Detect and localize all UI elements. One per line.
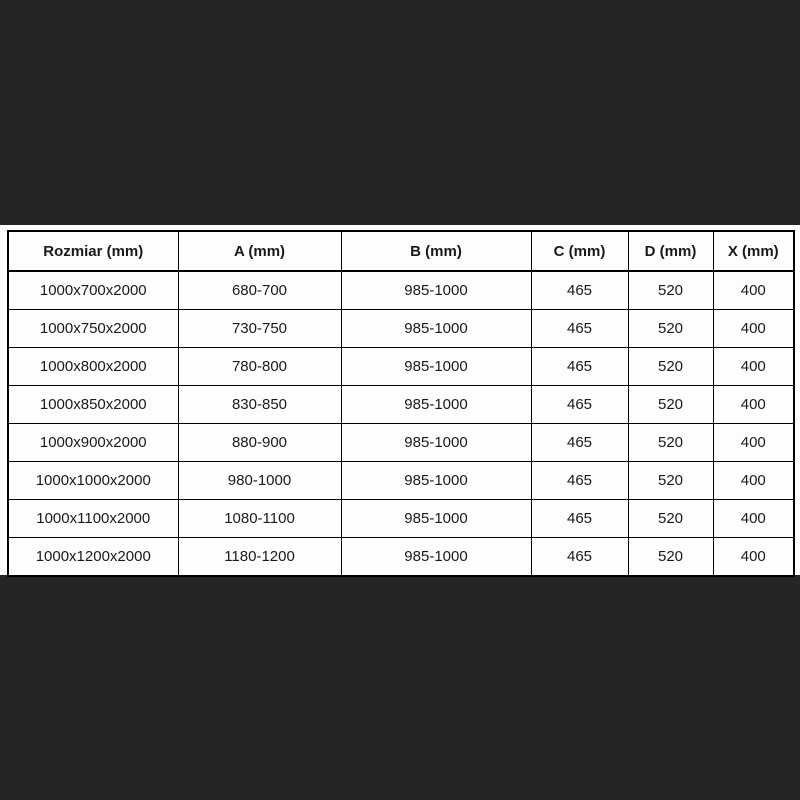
table-cell: 985-1000	[341, 538, 531, 577]
table-cell: 1080-1100	[178, 500, 341, 538]
table-row	[8, 271, 794, 310]
column-header: B (mm)	[341, 231, 531, 271]
table-cell: 520	[628, 271, 713, 310]
table-cell: 400	[713, 500, 794, 538]
table-cell: 400	[713, 424, 794, 462]
header-row	[8, 231, 794, 271]
table-cell: 1000x1100x2000	[8, 500, 178, 538]
table-body	[8, 271, 794, 576]
table-cell: 1000x800x2000	[8, 348, 178, 386]
table-cell: 880-900	[178, 424, 341, 462]
table-cell: 465	[531, 271, 628, 310]
column-header: C (mm)	[531, 231, 628, 271]
table-cell: 465	[531, 348, 628, 386]
table-cell: 730-750	[178, 310, 341, 348]
table-cell: 465	[531, 424, 628, 462]
table-cell: 1000x1200x2000	[8, 538, 178, 577]
table-row	[8, 500, 794, 538]
table-cell: 520	[628, 310, 713, 348]
table-cell: 830-850	[178, 386, 341, 424]
table-cell: 520	[628, 538, 713, 577]
table-cell: 465	[531, 538, 628, 577]
table-row	[8, 348, 794, 386]
table-cell: 520	[628, 500, 713, 538]
table-header	[8, 231, 794, 271]
column-header: D (mm)	[628, 231, 713, 271]
table-row	[8, 386, 794, 424]
table-cell: 520	[628, 424, 713, 462]
table-cell: 1000x1000x2000	[8, 462, 178, 500]
table-cell: 400	[713, 386, 794, 424]
table-cell: 400	[713, 538, 794, 577]
table-cell: 985-1000	[341, 500, 531, 538]
table-cell: 465	[531, 500, 628, 538]
table-cell: 1000x700x2000	[8, 271, 178, 310]
column-header: Rozmiar (mm)	[8, 231, 178, 271]
table-cell: 1180-1200	[178, 538, 341, 577]
table-cell: 1000x900x2000	[8, 424, 178, 462]
table-cell: 520	[628, 348, 713, 386]
table-cell: 680-700	[178, 271, 341, 310]
table-cell: 520	[628, 386, 713, 424]
table-panel	[0, 225, 800, 575]
table-row	[8, 310, 794, 348]
table-cell: 1000x850x2000	[8, 386, 178, 424]
table-row	[8, 538, 794, 577]
table-cell: 400	[713, 462, 794, 500]
table-cell: 985-1000	[341, 424, 531, 462]
table-cell: 400	[713, 271, 794, 310]
table-cell: 985-1000	[341, 271, 531, 310]
table-cell: 985-1000	[341, 386, 531, 424]
table-cell: 465	[531, 386, 628, 424]
table-cell: 465	[531, 310, 628, 348]
column-header: X (mm)	[713, 231, 794, 271]
column-header: A (mm)	[178, 231, 341, 271]
table-cell: 520	[628, 462, 713, 500]
table-cell: 465	[531, 462, 628, 500]
table-cell: 400	[713, 310, 794, 348]
table-cell: 985-1000	[341, 462, 531, 500]
table-cell: 980-1000	[178, 462, 341, 500]
table-cell: 400	[713, 348, 794, 386]
table-cell: 985-1000	[341, 310, 531, 348]
table-row	[8, 462, 794, 500]
table-row	[8, 424, 794, 462]
table-cell: 985-1000	[341, 348, 531, 386]
table-cell: 1000x750x2000	[8, 310, 178, 348]
size-spec-table	[7, 230, 795, 577]
table-cell: 780-800	[178, 348, 341, 386]
